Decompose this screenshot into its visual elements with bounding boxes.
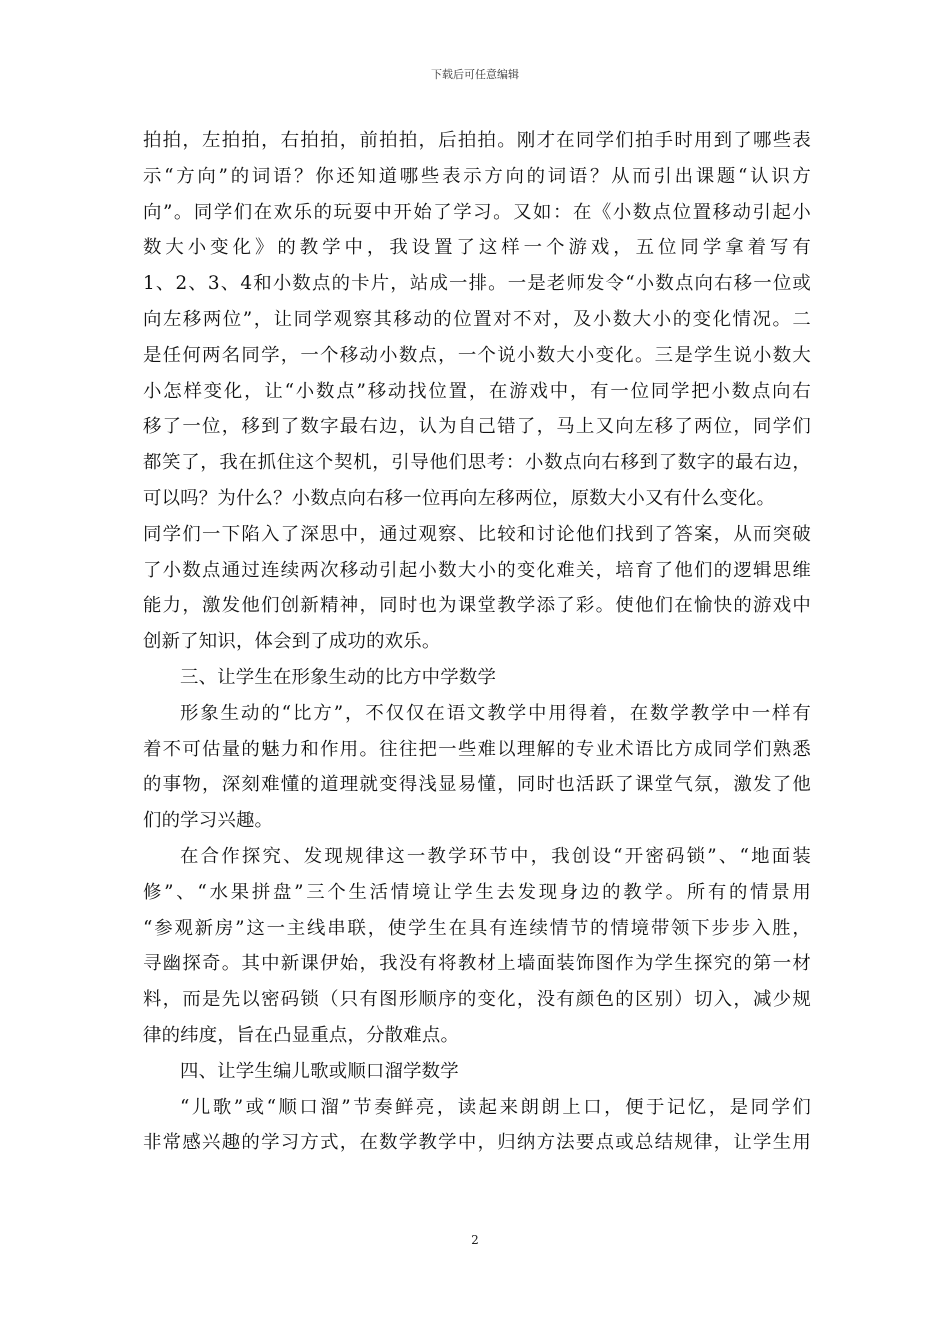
text-line: 向”。同学们在欢乐的玩耍中开始了学习。又如：在《小数点位置移动引起小 — [143, 201, 811, 223]
text-line: 修”、“水果拼盘”三个生活情境让学生去发现身边的教学。所有的情景用 — [143, 881, 811, 903]
section-heading: 四、让学生编儿歌或顺口溜学数学 — [180, 1060, 459, 1082]
text-line: 非常感兴趣的学习方式，在数学教学中，归纳方法要点或总结规律，让学生用 — [143, 1132, 811, 1154]
text-line: 形象生动的“比方”，不仅仅在语文教学中用得着，在数学教学中一样有 — [180, 702, 811, 724]
text-line: 可以吗？为什么？小数点向右移一位再向左移两位，原数大小又有什么变化。 — [143, 487, 776, 509]
text-line: 示“方向”的词语？你还知道哪些表示方向的词语？从而引出课题“认识方 — [143, 165, 811, 187]
body-text — [143, 123, 811, 1161]
text-line: 了小数点通过连续两次移动引起小数大小的变化难关，培育了他们的逻辑思维 — [143, 559, 811, 581]
text-line: 拍拍，左拍拍，右拍拍，前拍拍，后拍拍。刚才在同学们拍手时用到了哪些表 — [143, 130, 811, 151]
text-line: 在合作探究、发现规律这一教学环节中，我创设“开密码锁”、“地面装 — [180, 845, 811, 867]
text-line: 的事物，深刻难懂的道理就变得浅显易懂，同时也活跃了课堂气氛，激发了他 — [143, 774, 811, 796]
text-line: 是任何两名同学，一个移动小数点，一个说小数大小变化。三是学生说小数大 — [143, 344, 811, 366]
text-line: 创新了知识，体会到了成功的欢乐。 — [143, 631, 441, 653]
page-header: 下载后可任意编辑 — [431, 68, 519, 81]
text-line: 能力，激发他们创新精神，同时也为课堂教学添了彩。使他们在愉快的游戏中 — [143, 595, 811, 617]
text-line: 律的纬度，旨在凸显重点，分散难点。 — [143, 1024, 460, 1046]
page-number: 2 — [471, 1233, 479, 1247]
text-line: 都笑了，我在抓住这个契机，引导他们思考：小数点向右移到了数字的最右边， — [143, 452, 811, 474]
text-line: 料，而是先以密码锁（只有图形顺序的变化，没有颜色的区别）切入，减少规 — [143, 989, 811, 1011]
text-line: 们的学习兴趣。 — [143, 810, 274, 832]
text-line: 寻幽探奇。其中新课伊始，我没有将教材上墙面装饰图作为学生探究的第一材 — [143, 953, 811, 975]
text-line: “儿歌”或“顺口溜”节奏鲜亮，读起来朗朗上口，便于记忆，是同学们 — [180, 1096, 811, 1118]
section-heading: 三、让学生在形象生动的比方中学数学 — [180, 666, 497, 688]
text-line: 移了一位，移到了数字最右边，认为自己错了，马上又向左移了两位，同学们 — [143, 416, 811, 438]
text-line: 同学们一下陷入了深思中，通过观察、比较和讨论他们找到了答案，从而突破 — [143, 523, 811, 545]
text-line: 1、2、3、4和小数点的卡片，站成一排。一是老师发令“小数点向右移一位或 — [143, 273, 811, 295]
text-line: 小怎样变化，让“小数点”移动找位置，在游戏中，有一位同学把小数点向右 — [143, 380, 811, 402]
text-line: “参观新房”这一主线串联，使学生在具有连续情节的情境带领下步步入胜， — [143, 917, 811, 939]
text-line: 向左移两位”，让同学观察其移动的位置对不对，及小数大小的变化情况。二 — [143, 308, 811, 330]
text-line: 着不可估量的魅力和作用。往往把一些难以理解的专业术语比方成同学们熟悉 — [143, 738, 811, 760]
text-line: 数大小变化》的教学中，我设置了这样一个游戏，五位同学拿着写有 — [143, 237, 811, 259]
